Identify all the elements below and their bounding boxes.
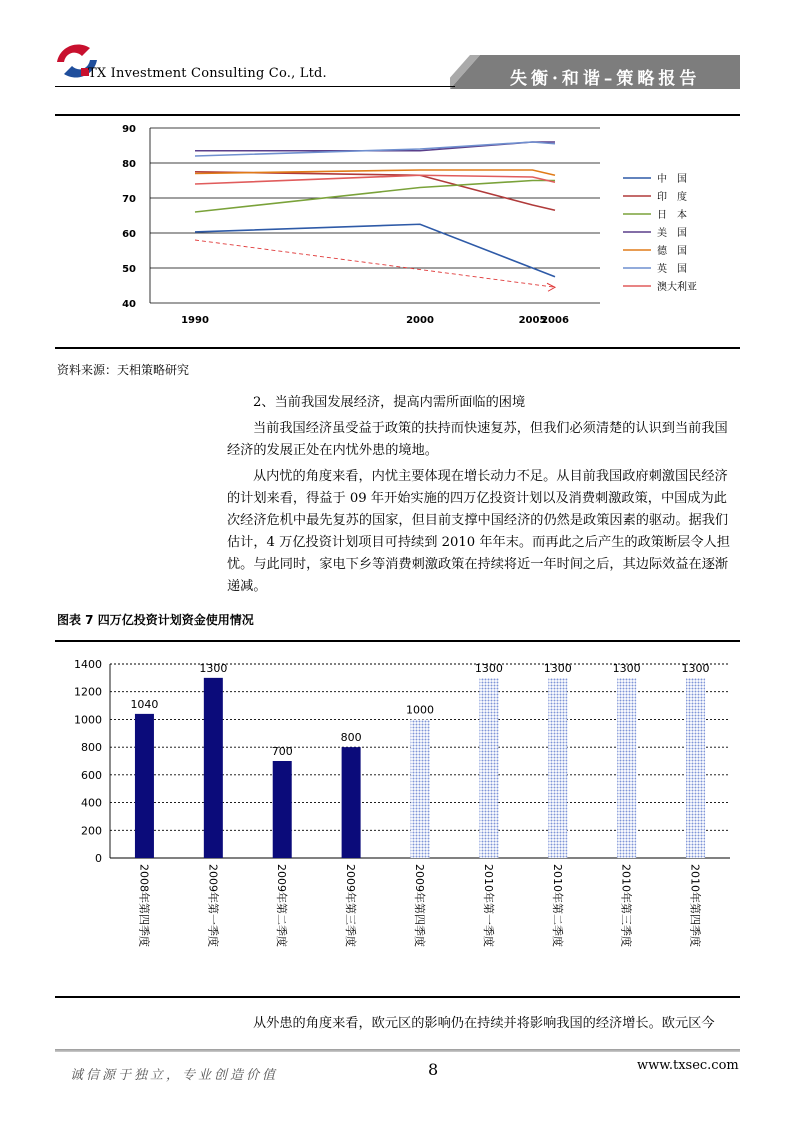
bar-chart-ytick: 400 bbox=[81, 796, 102, 810]
section-body bbox=[227, 392, 737, 598]
bar-chart-ytick: 1000 bbox=[74, 713, 102, 727]
line-chart-ytick: 50 bbox=[122, 264, 136, 275]
line-chart-xtick: 2006 bbox=[541, 315, 569, 326]
line-chart-ytick: 80 bbox=[122, 159, 136, 170]
paragraph-1: 当前我国经济虽受益于政策的扶持而快速复苏，但我们必须清楚的认识到当前我国经济的发展正处在内忧外患的境地。 bbox=[227, 421, 728, 458]
bar-category-label: 2010年第四季度 bbox=[688, 864, 702, 947]
consumption-line-chart bbox=[105, 120, 735, 335]
actual-bar bbox=[135, 714, 154, 858]
footer-motto: 诚信源于独立，专业创造价值 bbox=[70, 1068, 279, 1083]
bar-value-label: 1300 bbox=[543, 661, 572, 675]
bar-value-label: 1300 bbox=[199, 661, 228, 675]
estimated-bar bbox=[548, 678, 567, 858]
chart-bottom-rule bbox=[55, 347, 740, 349]
line-chart-ytick: 60 bbox=[122, 229, 136, 240]
line-chart-xtick: 2005 bbox=[518, 315, 547, 326]
bar-value-label: 1300 bbox=[474, 661, 503, 675]
paragraph-3: 从外患的角度来看，欧元区的影响仍在持续并将影响我国的经济增长。欧元区今 bbox=[253, 1016, 715, 1031]
website-url: www.txsec.com bbox=[637, 1058, 739, 1073]
bar-category-label: 2010年第二季度 bbox=[550, 864, 564, 947]
legend-label: 美 国 bbox=[657, 228, 687, 239]
bar-category-label: 2009年第四季度 bbox=[413, 864, 426, 947]
estimated-bar bbox=[479, 678, 498, 858]
bar-chart-ytick: 200 bbox=[81, 824, 102, 838]
bar-value-label: 800 bbox=[340, 731, 362, 745]
line-series bbox=[195, 224, 555, 277]
legend-label: 中 国 bbox=[657, 174, 687, 185]
report-slogan: 失衡·和谐–策略报告 bbox=[510, 69, 701, 89]
estimated-bar bbox=[686, 678, 705, 858]
paragraph-2: 从内忧的角度来看，内忧主要体现在增长动力不足。从目前我国政府刺激国民经济的计划来看，得益于 09 年开始实施的四万亿投资计划以及消费刺激政策，中国成为此次经济危机中最先复苏的国家，但目前支撑中国经济的仍然是政策因素的驱动。据我们估计，4 万亿投资计划项目可持续到 2010 年年末。而再此之后产生的政策断层令人担忧。与此同时，家电下乡等消费刺激政策在持续将近一年时间之后，其边际效益在逐渐递减。 bbox=[227, 469, 730, 594]
bar-chart-ytick: 800 bbox=[81, 741, 102, 755]
bar-category-label: 2010年第三季度 bbox=[619, 864, 633, 947]
line-chart-ytick: 40 bbox=[122, 299, 136, 310]
header-rule bbox=[55, 86, 455, 87]
actual-bar bbox=[342, 747, 361, 858]
bar-chart-bottom-rule bbox=[55, 996, 740, 998]
line-series bbox=[195, 142, 555, 156]
line-chart-xtick: 1990 bbox=[181, 315, 209, 326]
bar-chart-ytick: 1200 bbox=[74, 685, 102, 699]
bar-value-label: 1040 bbox=[130, 697, 159, 711]
line-chart-ytick: 90 bbox=[122, 124, 136, 135]
line-chart-xtick: 2000 bbox=[406, 315, 434, 326]
bar-category-label: 2008年第四季度 bbox=[137, 864, 151, 947]
actual-bar bbox=[273, 761, 292, 858]
bar-chart-top-rule bbox=[55, 640, 740, 642]
footer-rule bbox=[55, 1049, 740, 1052]
bar-chart-ytick: 600 bbox=[81, 768, 102, 782]
page-number: 8 bbox=[428, 1060, 439, 1079]
bar-category-label: 2009年第一季度 bbox=[206, 864, 220, 947]
estimated-bar bbox=[617, 678, 636, 858]
bar-value-label: 700 bbox=[271, 745, 293, 758]
trend-arrow-line bbox=[195, 240, 555, 287]
company-name: TX Investment Consulting Co., Ltd. bbox=[88, 66, 327, 81]
source-note: 资料来源：天相策略研究 bbox=[57, 363, 190, 377]
legend-label: 德 国 bbox=[657, 246, 687, 257]
investment-bar-chart bbox=[55, 648, 745, 948]
bar-value-label: 1000 bbox=[406, 703, 434, 717]
trend-arrowhead bbox=[547, 283, 555, 291]
legend-label: 英 国 bbox=[657, 264, 687, 275]
bar-category-label: 2009年第三季度 bbox=[344, 864, 358, 947]
bar-category-label: 2010年第一季度 bbox=[481, 864, 495, 947]
legend-label: 日 本 bbox=[657, 210, 687, 221]
legend-label: 澳大利亚 bbox=[657, 282, 697, 293]
bar-chart-ytick: 0 bbox=[95, 852, 102, 865]
figure-caption: 图表 7 四万亿投资计划资金使用情况 bbox=[57, 613, 254, 627]
legend-label: 印 度 bbox=[657, 192, 687, 203]
estimated-bar bbox=[411, 719, 430, 858]
bar-category-label: 2009年第二季度 bbox=[275, 864, 289, 947]
chart-top-rule bbox=[55, 114, 740, 116]
actual-bar bbox=[204, 678, 223, 858]
section-heading: 2、当前我国发展经济，提高内需所面临的困境 bbox=[253, 395, 526, 410]
bar-chart-ytick: 1400 bbox=[74, 658, 102, 671]
bar-value-label: 1300 bbox=[612, 661, 641, 675]
line-chart-ytick: 70 bbox=[122, 194, 136, 205]
bar-value-label: 1300 bbox=[681, 661, 710, 675]
